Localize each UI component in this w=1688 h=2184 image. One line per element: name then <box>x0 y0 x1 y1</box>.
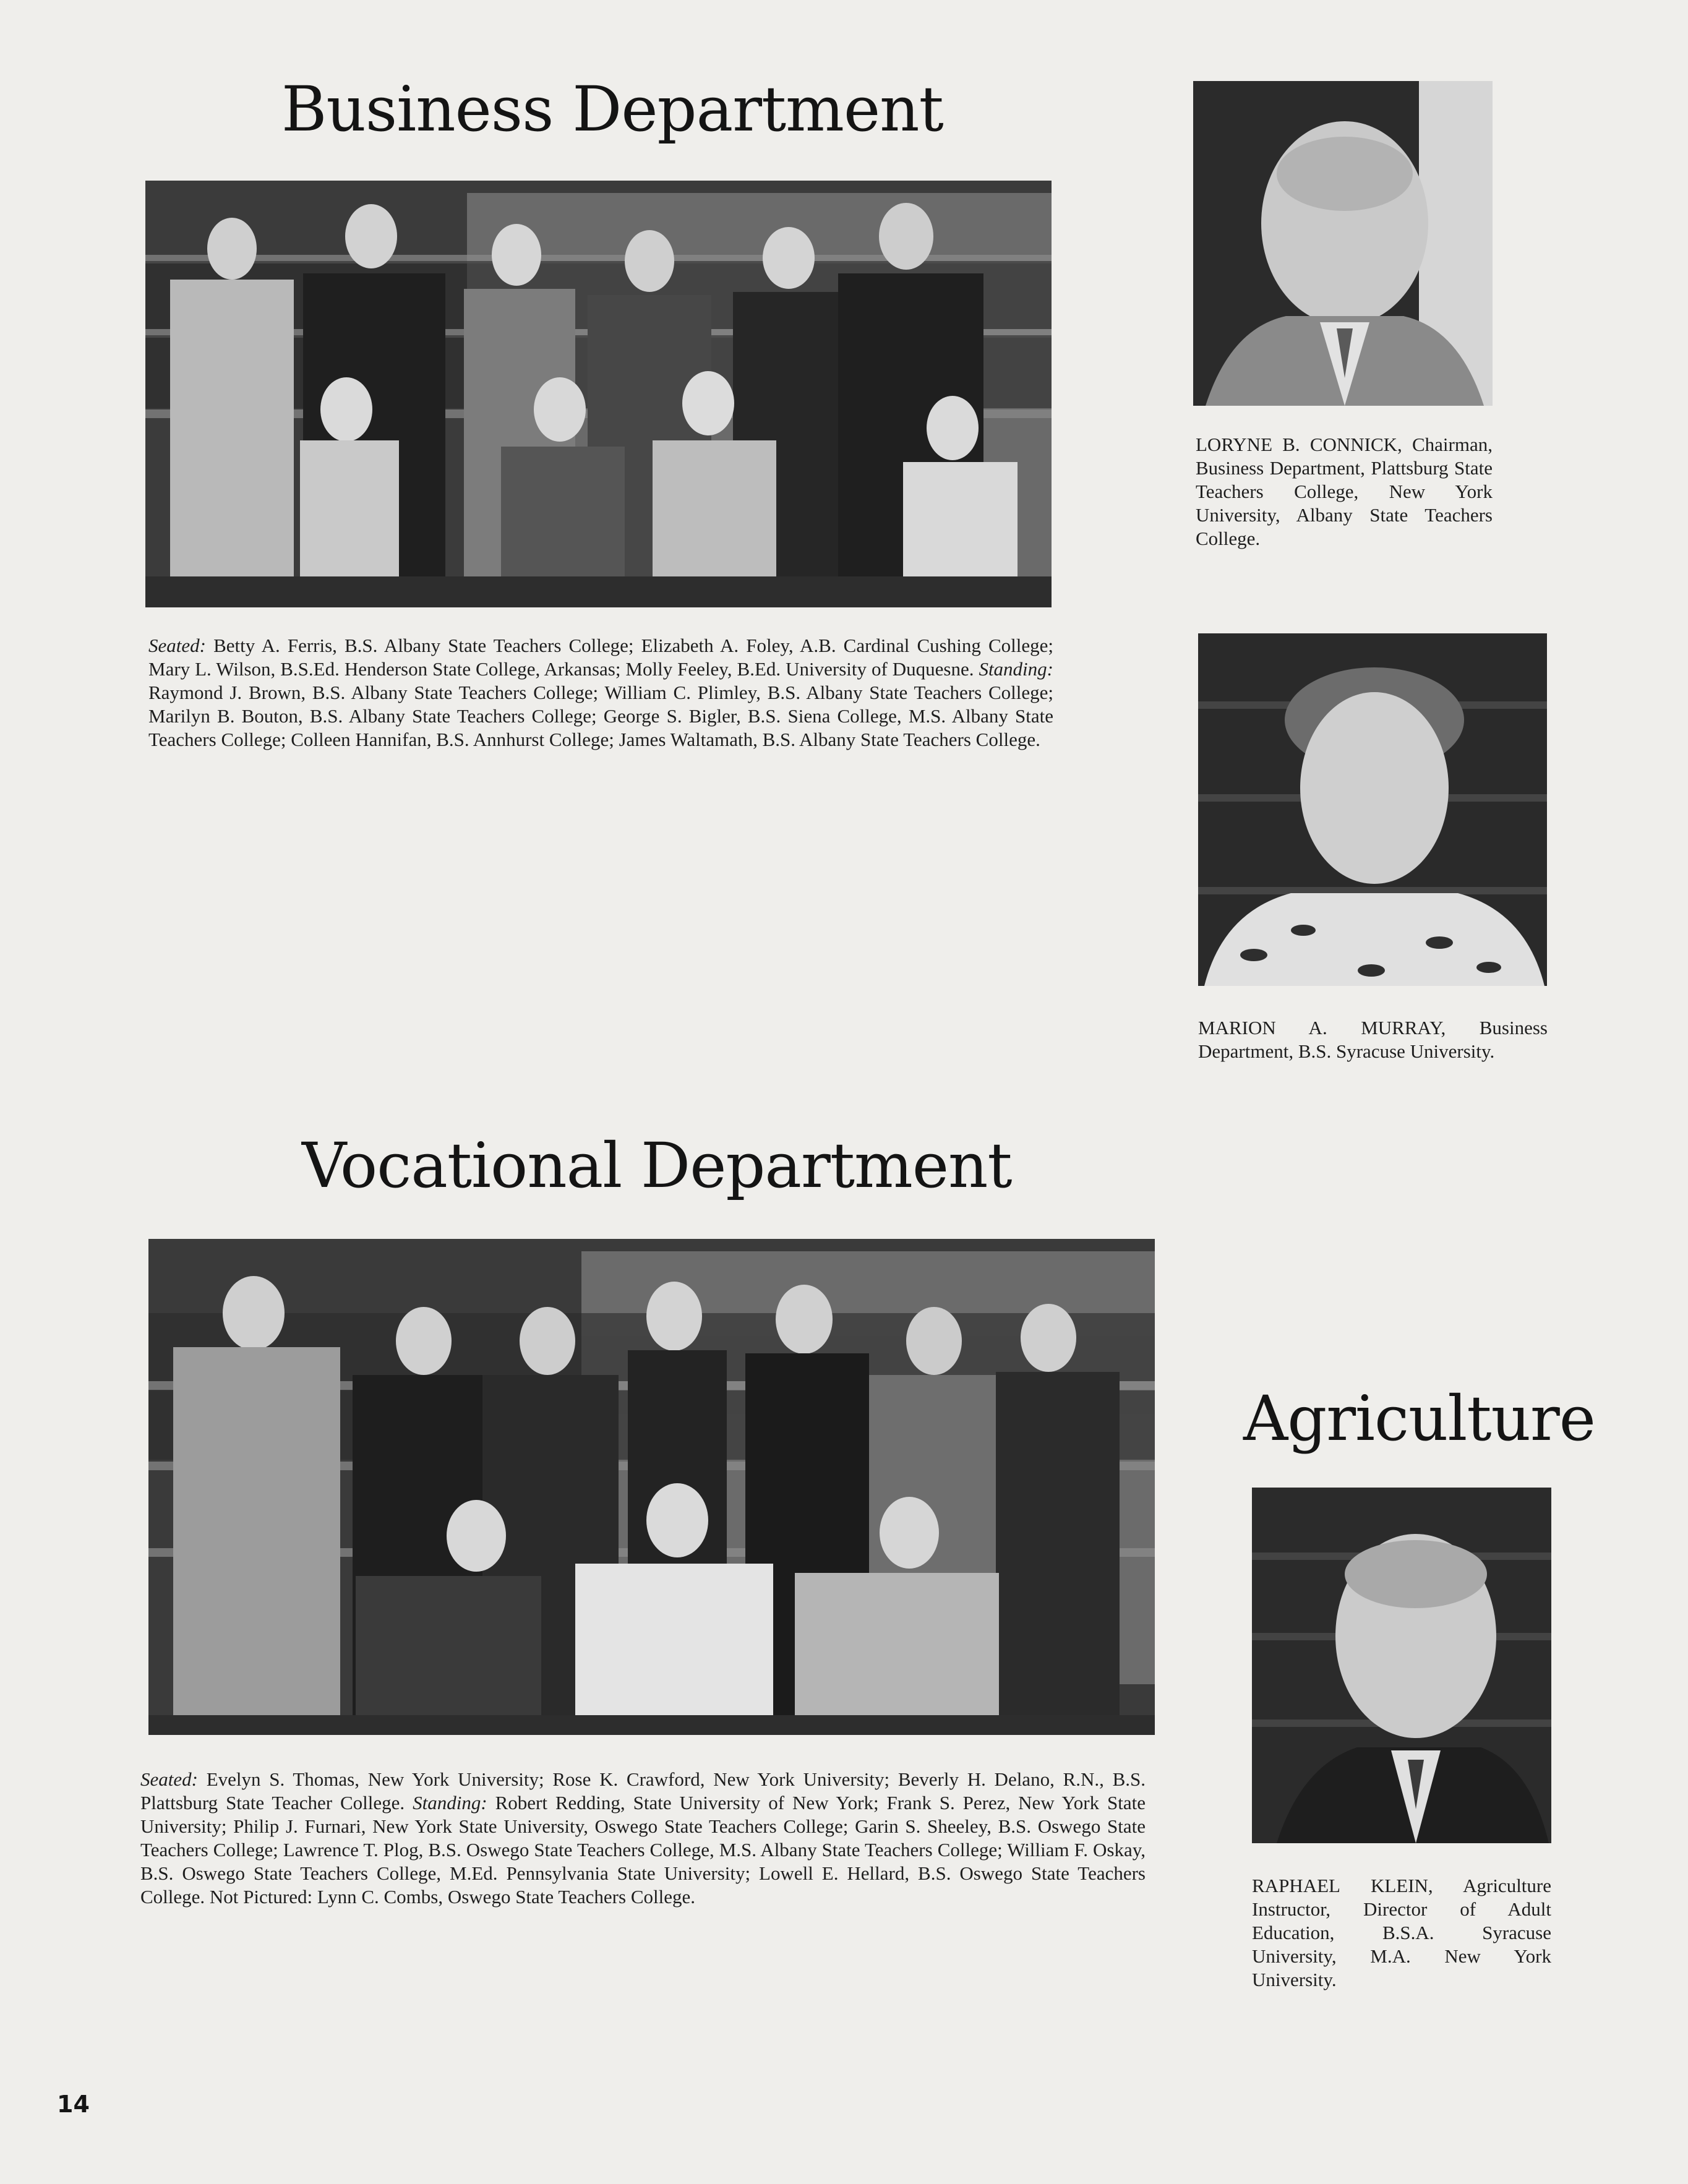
business-heading: Business Department <box>281 73 943 145</box>
business-seated-label: Seated: <box>148 635 206 656</box>
business-seated-text: Betty A. Ferris, B.S. Albany State Teachers College; Elizabeth A. Foley, A.B. Cardinal Cushing College; Mary L. Wilson, B.S.Ed. Henderson State College, Arkansas; Molly Feeley, B.Ed. University of Duquesne. <box>148 635 1053 680</box>
vocational-group-photo <box>148 1239 1155 1735</box>
page-number: 14 <box>57 2091 90 2118</box>
agriculture-heading: Agriculture <box>1243 1382 1595 1455</box>
klein-caption: RAPHAEL KLEIN, Agriculture Instructor, Director of Adult Education, B.S.A. Syracuse University, M.A. New York University. <box>1252 1875 1551 1990</box>
vocational-standing-text: Robert Redding, State University of New York; Frank S. Perez, New York State University; Philip J. Furnari, New York State University, Oswego State Teachers College; Garin S. Sheeley, B.S. Oswego State Teachers College; Lawrence T. Plog, B.S. Oswego State Teachers College, M.S. Albany State Teachers College; William F. Oskay, B.S. Oswego State Teachers College, M.Ed. Pennsylvania State University; Lowell E. Hellard, B.S. Oswego State Teachers College. Not Pictured: Lynn C. Combs, Oswego State Teachers College. <box>140 1792 1146 1908</box>
business-standing-label: Standing: <box>979 658 1053 680</box>
connick-caption: LORYNE B. CONNICK, Chairman, Business Department, Plattsburg State Teachers College, New York University, Albany State Teachers College. <box>1196 434 1493 549</box>
business-caption <box>148 634 1053 752</box>
klein-portrait <box>1252 1488 1551 1843</box>
vocational-seated-label: Seated: <box>140 1768 198 1790</box>
vocational-seated-text: Evelyn S. Thomas, New York University; Rose K. Crawford, New York University; Beverly H. Delano, R.N., B.S. Plattsburg State Teacher College. <box>140 1768 1146 1814</box>
vocational-standing-label: Standing: <box>413 1792 487 1814</box>
business-group-photo <box>145 181 1052 607</box>
vocational-heading: Vocational Department <box>302 1129 1012 1202</box>
connick-portrait <box>1193 81 1493 406</box>
vocational-caption <box>140 1768 1146 1909</box>
business-standing-text: Raymond J. Brown, B.S. Albany State Teachers College; William C. Plimley, B.S. Albany State Teachers College; Marilyn B. Bouton, B.S. Albany State Teachers College; George S. Bigler, B.S. Siena College, M.S. Albany State Teachers College; Colleen Hannifan, B.S. Annhurst College; James Waltamath, B.S. Albany State Teachers College. <box>148 682 1053 750</box>
murray-portrait <box>1198 633 1547 986</box>
murray-caption: MARION A. MURRAY, Business Department, B.S. Syracuse University. <box>1198 1017 1548 1062</box>
